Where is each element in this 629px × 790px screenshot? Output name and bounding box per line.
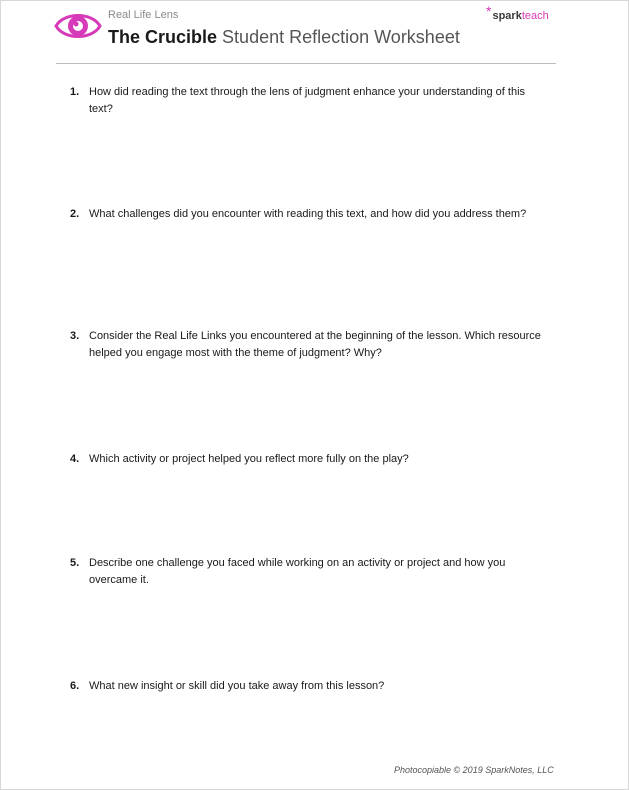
brand-teach: teach — [521, 10, 549, 22]
question-number: 5. — [70, 557, 80, 569]
question-5 — [70, 555, 550, 589]
question-2 — [70, 206, 550, 223]
series-label: Real Life Lens — [108, 9, 179, 21]
question-1 — [70, 84, 550, 118]
header-divider — [56, 63, 556, 64]
question-number: 4. — [70, 453, 80, 465]
question-number: 6. — [70, 680, 80, 692]
question-text: Describe one challenge you faced while working on an activity or project and how you overcame it. — [89, 557, 506, 586]
copyright-footer: Photocopiable © 2019 SparkNotes, LLC — [394, 765, 554, 775]
brand-logo — [486, 3, 549, 22]
question-6 — [70, 678, 550, 695]
brand-asterisk: * — [486, 3, 492, 19]
question-text: Which activity or project helped you reflect more fully on the play? — [89, 453, 409, 465]
question-number: 3. — [70, 330, 80, 342]
question-text: How did reading the text through the lens of judgment enhance your understanding of this text? — [89, 86, 526, 115]
title-light: Student Reflection Worksheet — [222, 27, 460, 47]
question-3 — [70, 328, 550, 362]
question-4 — [70, 451, 550, 468]
question-text: Consider the Real Life Links you encountered at the beginning of the lesson. Which resource helped you engage most with the theme of judgment? Why? — [89, 330, 541, 359]
page-title — [108, 27, 460, 48]
brand-spark: spark — [492, 10, 522, 22]
question-number: 2. — [70, 208, 80, 220]
question-number: 1. — [70, 86, 80, 98]
eye-icon — [54, 8, 102, 44]
question-text: What new insight or skill did you take away from this lesson? — [89, 680, 385, 692]
question-text: What challenges did you encounter with reading this text, and how did you address them? — [89, 208, 527, 220]
title-bold: The Crucible — [108, 27, 218, 47]
